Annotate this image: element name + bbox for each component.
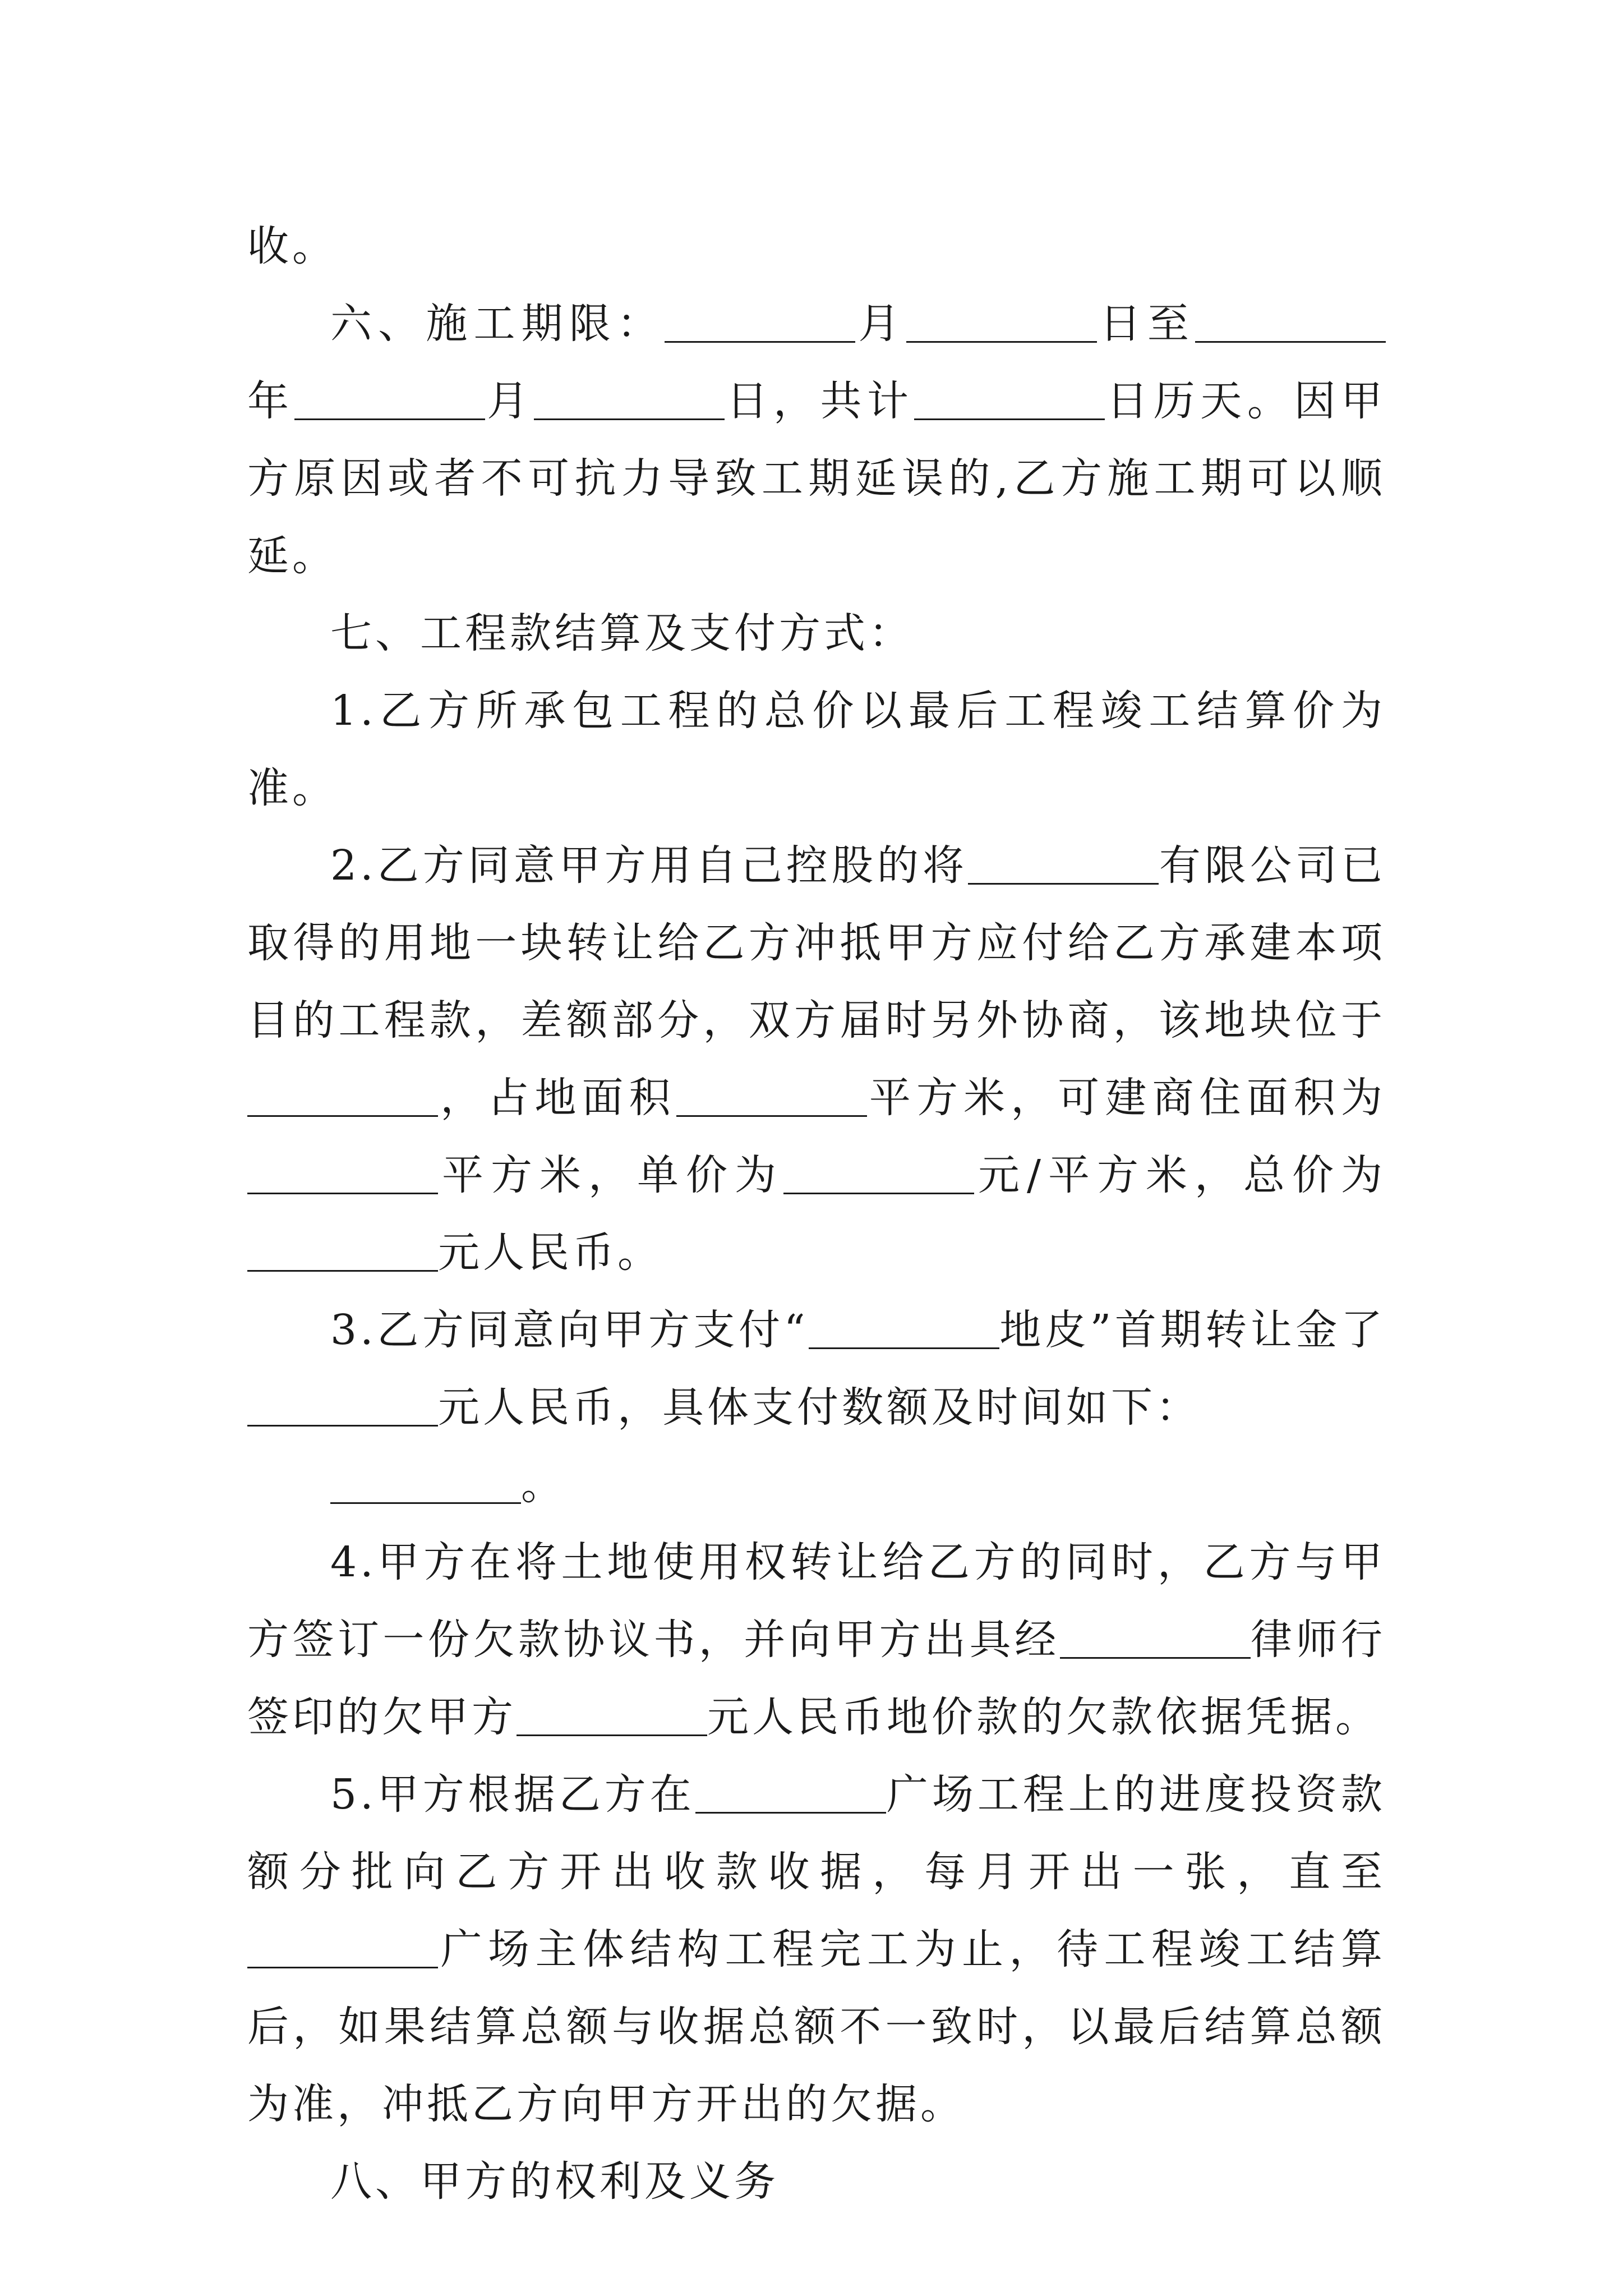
paragraph-item-4	[247, 1524, 1386, 1756]
paragraph-item-2	[247, 827, 1386, 1291]
text-segment: 元/平方米，总价为	[974, 1151, 1386, 1199]
text-segment: 日历天。因甲方原因或者不可抗力导致工期延误的,乙方施工期可以顺延。	[247, 377, 1386, 580]
paragraph-settlement-heading	[247, 595, 1386, 672]
text-segment: 八、甲方的权利及义务	[330, 2157, 779, 2206]
fill-in-blank	[665, 300, 855, 343]
paragraph-item-1	[247, 672, 1386, 827]
text-segment: 七、工程款结算及支付方式：	[330, 609, 914, 657]
fill-in-blank	[968, 841, 1159, 885]
paragraph-item-5	[247, 1756, 1386, 2143]
fill-in-blank	[914, 377, 1105, 420]
fill-in-blank	[1195, 300, 1386, 343]
text-segment: 元人民币地价款的欠款依据凭据。	[707, 1693, 1380, 1741]
text-segment: 日至	[1096, 300, 1196, 348]
fill-in-blank	[783, 1151, 974, 1194]
text-segment: 平方米，可建商住面积为	[866, 1074, 1386, 1122]
text-segment: 律师行签印的欠甲方	[247, 1616, 1386, 1741]
fill-in-blank	[294, 377, 485, 420]
text-segment: 日，共计	[724, 377, 914, 425]
paragraph-party-a-rights-heading	[247, 2143, 1386, 2220]
text-segment: 广场主体结构工程完工为止，待工程竣工结算后，如果结算总额与收据总额不一致时，以最后结算总额为准，冲抵乙方向甲方开出的欠据。	[247, 1925, 1386, 2128]
text-segment: 收。	[247, 222, 337, 270]
text-segment: 2.乙方同意甲方用自己控股的将	[330, 841, 968, 890]
fill-in-blank	[534, 377, 725, 420]
fill-in-blank	[330, 1461, 521, 1504]
fill-in-blank	[247, 1074, 438, 1117]
text-segment: 广场工程上的进度投资款额分批向乙方开出收款收据，每月开出一张，直至	[247, 1770, 1386, 1896]
text-segment: 4.甲方在将土地使用权转让给乙方的同时，乙方与甲方签订一份欠款协议书，并向甲方出具经	[247, 1538, 1386, 1664]
text-segment: 月	[485, 377, 534, 425]
fill-in-blank	[517, 1693, 707, 1736]
text-segment: 元人民币，具体支付数额及时间如下：	[438, 1383, 1201, 1432]
contract-text	[247, 208, 1386, 2220]
text-segment: ，占地面积	[438, 1074, 676, 1122]
text-segment: 元人民币。	[438, 1228, 662, 1277]
text-segment: 年	[247, 377, 294, 425]
text-segment: 地皮”首期转让金了	[999, 1306, 1386, 1354]
fill-in-blank	[1060, 1616, 1251, 1659]
paragraph-construction-period	[247, 285, 1386, 595]
fill-in-blank	[247, 1383, 438, 1427]
fill-in-blank	[906, 300, 1097, 343]
text-segment: 有限公司已取得的用地一块转让给乙方冲抵甲方应付给乙方承建本项目的工程款，差额部分，双方届时另外协商，该地块位于	[247, 841, 1386, 1045]
paragraph-payment-detail	[247, 1446, 1386, 1524]
paragraph-0	[247, 208, 1386, 285]
fill-in-blank	[809, 1306, 999, 1349]
text-segment: 1.乙方所承包工程的总价以最后工程竣工结算价为准。	[247, 687, 1386, 812]
text-segment: 。	[521, 1461, 566, 1509]
fill-in-blank	[676, 1074, 867, 1117]
fill-in-blank	[695, 1770, 886, 1814]
text-segment: 3.乙方同意向甲方支付“	[330, 1306, 809, 1354]
fill-in-blank	[247, 1151, 438, 1194]
text-segment: 六、施工期限：	[330, 300, 665, 348]
text-segment: 平方米，单价为	[438, 1151, 784, 1199]
text-segment: 月	[855, 300, 906, 348]
text-segment: 5.甲方根据乙方在	[330, 1770, 695, 1819]
paragraph-item-3	[247, 1291, 1386, 1446]
fill-in-blank	[247, 1228, 438, 1272]
fill-in-blank	[247, 1925, 438, 1968]
